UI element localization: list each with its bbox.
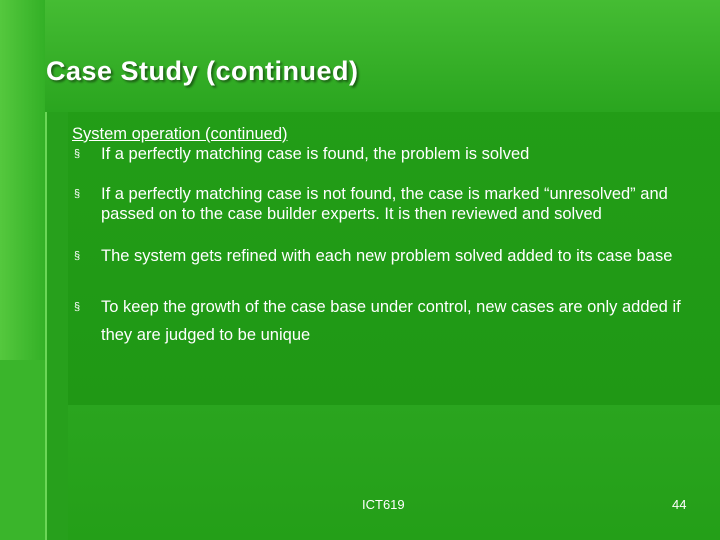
bullet-marker-icon: § — [74, 188, 81, 200]
bullet-text: The system gets refined with each new problem solved added to its case base — [101, 247, 673, 265]
slide-title: Case Study (continued) — [46, 56, 359, 86]
decorative-divider-line — [45, 112, 47, 540]
bullet-marker-icon: § — [74, 301, 81, 313]
slide-content — [72, 124, 692, 349]
bullet-marker-icon: § — [74, 250, 81, 262]
subheading: System operation (continued) — [72, 125, 288, 143]
bullet-item — [72, 184, 692, 224]
bullet-marker-icon: § — [74, 148, 81, 160]
bullet-text: If a perfectly matching case is not found, the case is marked “unresolved” and passed on to the case builder experts. It is then reviewed and solved — [101, 185, 668, 223]
bullet-item — [72, 144, 692, 164]
bullet-item — [72, 293, 692, 349]
bullet-item — [72, 246, 692, 266]
footer-course-code: ICT619 — [362, 497, 405, 512]
bullet-text: To keep the growth of the case base under control, new cases are only added if they are judged to be unique — [101, 298, 681, 344]
page-number: 44 — [672, 497, 687, 512]
decorative-shade-strip — [46, 112, 68, 540]
bullet-text: If a perfectly matching case is found, the problem is solved — [101, 145, 530, 163]
decorative-bottom-panel — [0, 405, 720, 540]
